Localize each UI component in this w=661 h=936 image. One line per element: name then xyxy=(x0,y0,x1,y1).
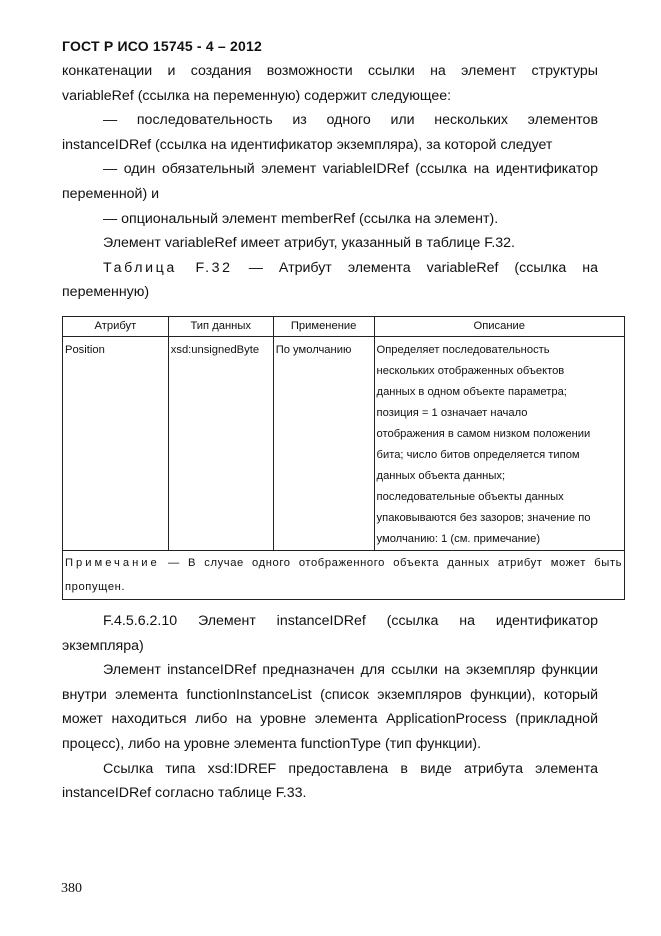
table-caption-label: Таблица F.32 xyxy=(103,259,233,276)
paragraph-line: может находиться либо на уровне элемента ApplicationProcess (прикладной xyxy=(62,711,598,728)
paragraph-line: instanceIDRef согласно таблице F.33. xyxy=(62,785,307,802)
bullet-line: — опциональный элемент memberRef (ссылка на элемент). xyxy=(103,210,499,227)
paragraph-line: процесс), либо на уровне элемента functionType (тип функции). xyxy=(62,735,482,752)
attribute-sentence: Элемент variableRef имеет атрибут, указанный в таблице F.32. xyxy=(103,235,515,252)
description-line: последовательные объекты данных xyxy=(376,491,564,503)
description-line: позиция = 1 означает начало xyxy=(376,407,528,419)
note-text: — В случае одного отображенного объекта данных атрибут может быть пропущен. xyxy=(65,557,622,593)
table-note xyxy=(63,551,625,600)
table-caption-line: переменную) xyxy=(62,284,150,301)
description-line: бита; число битов определяется типом xyxy=(376,449,580,461)
table-row xyxy=(63,337,625,551)
bullet-line: — последовательность из одного или нескольких элементов xyxy=(103,112,598,129)
description-line: Определяет последовательность xyxy=(376,344,550,356)
description-line: нескольких отображенных объектов xyxy=(376,365,565,377)
cell-description xyxy=(374,337,624,551)
description-line: данных в одном объекте параметра; xyxy=(376,386,567,398)
note-label: Примечание xyxy=(65,557,160,569)
column-header: Атрибут xyxy=(63,317,169,337)
table-note-row xyxy=(63,551,625,600)
document-header: ГОСТ Р ИСО 15745 - 4 – 2012 xyxy=(62,38,262,54)
column-header: Описание xyxy=(374,317,624,337)
column-header: Тип данных xyxy=(168,317,273,337)
bullet-line: переменной) и xyxy=(62,185,160,202)
paragraph-line: Ссылка типа xsd:IDREF предоставлена в виде атрибута элемента xyxy=(103,760,598,777)
description-line: данных объекта данных; xyxy=(376,470,506,482)
section-block xyxy=(62,609,598,806)
description-line: умолчанию: 1 (см. примечание) xyxy=(376,533,541,545)
intro-block xyxy=(62,59,598,305)
section-heading-line: экземпляра) xyxy=(62,637,144,654)
bullet-line: — один обязательный элемент variableIDRef (ссылка на идентификатор xyxy=(103,161,598,178)
cell-usage: По умолчанию xyxy=(273,337,374,551)
cell-data-type: xsd:unsignedByte xyxy=(168,337,273,551)
bullet-line: instanceIDRef (ссылка на идентификатор экземпляра), за которой следует xyxy=(62,136,553,153)
paragraph-line: Элемент instanceIDRef предназначен для ссылки на экземпляр функции xyxy=(103,662,598,679)
description-line: отображения в самом низком положении xyxy=(376,428,591,440)
intro-line: variableRef (ссылка на переменную) содержит следующее: xyxy=(62,87,452,104)
table-caption-text: — Атрибут элемента variableRef (ссылка на xyxy=(248,259,598,276)
table-caption xyxy=(62,256,598,281)
section-heading: F.4.5.6.2.10 Элемент instanceIDRef (ссылка на идентификатор xyxy=(103,613,598,629)
paragraph-line: внутри элемента functionInstanceList (список экземпляров функции), который xyxy=(62,686,598,703)
attribute-table xyxy=(62,316,625,600)
column-header: Применение xyxy=(273,317,374,337)
description-line: упаковываются без зазоров; значение по xyxy=(376,512,591,524)
table-header-row xyxy=(63,317,625,337)
intro-line: конкатенации и создания возможности ссылки на элемент структуры xyxy=(62,63,598,79)
page-number: 380 xyxy=(61,881,82,896)
cell-attribute: Position xyxy=(63,337,169,551)
